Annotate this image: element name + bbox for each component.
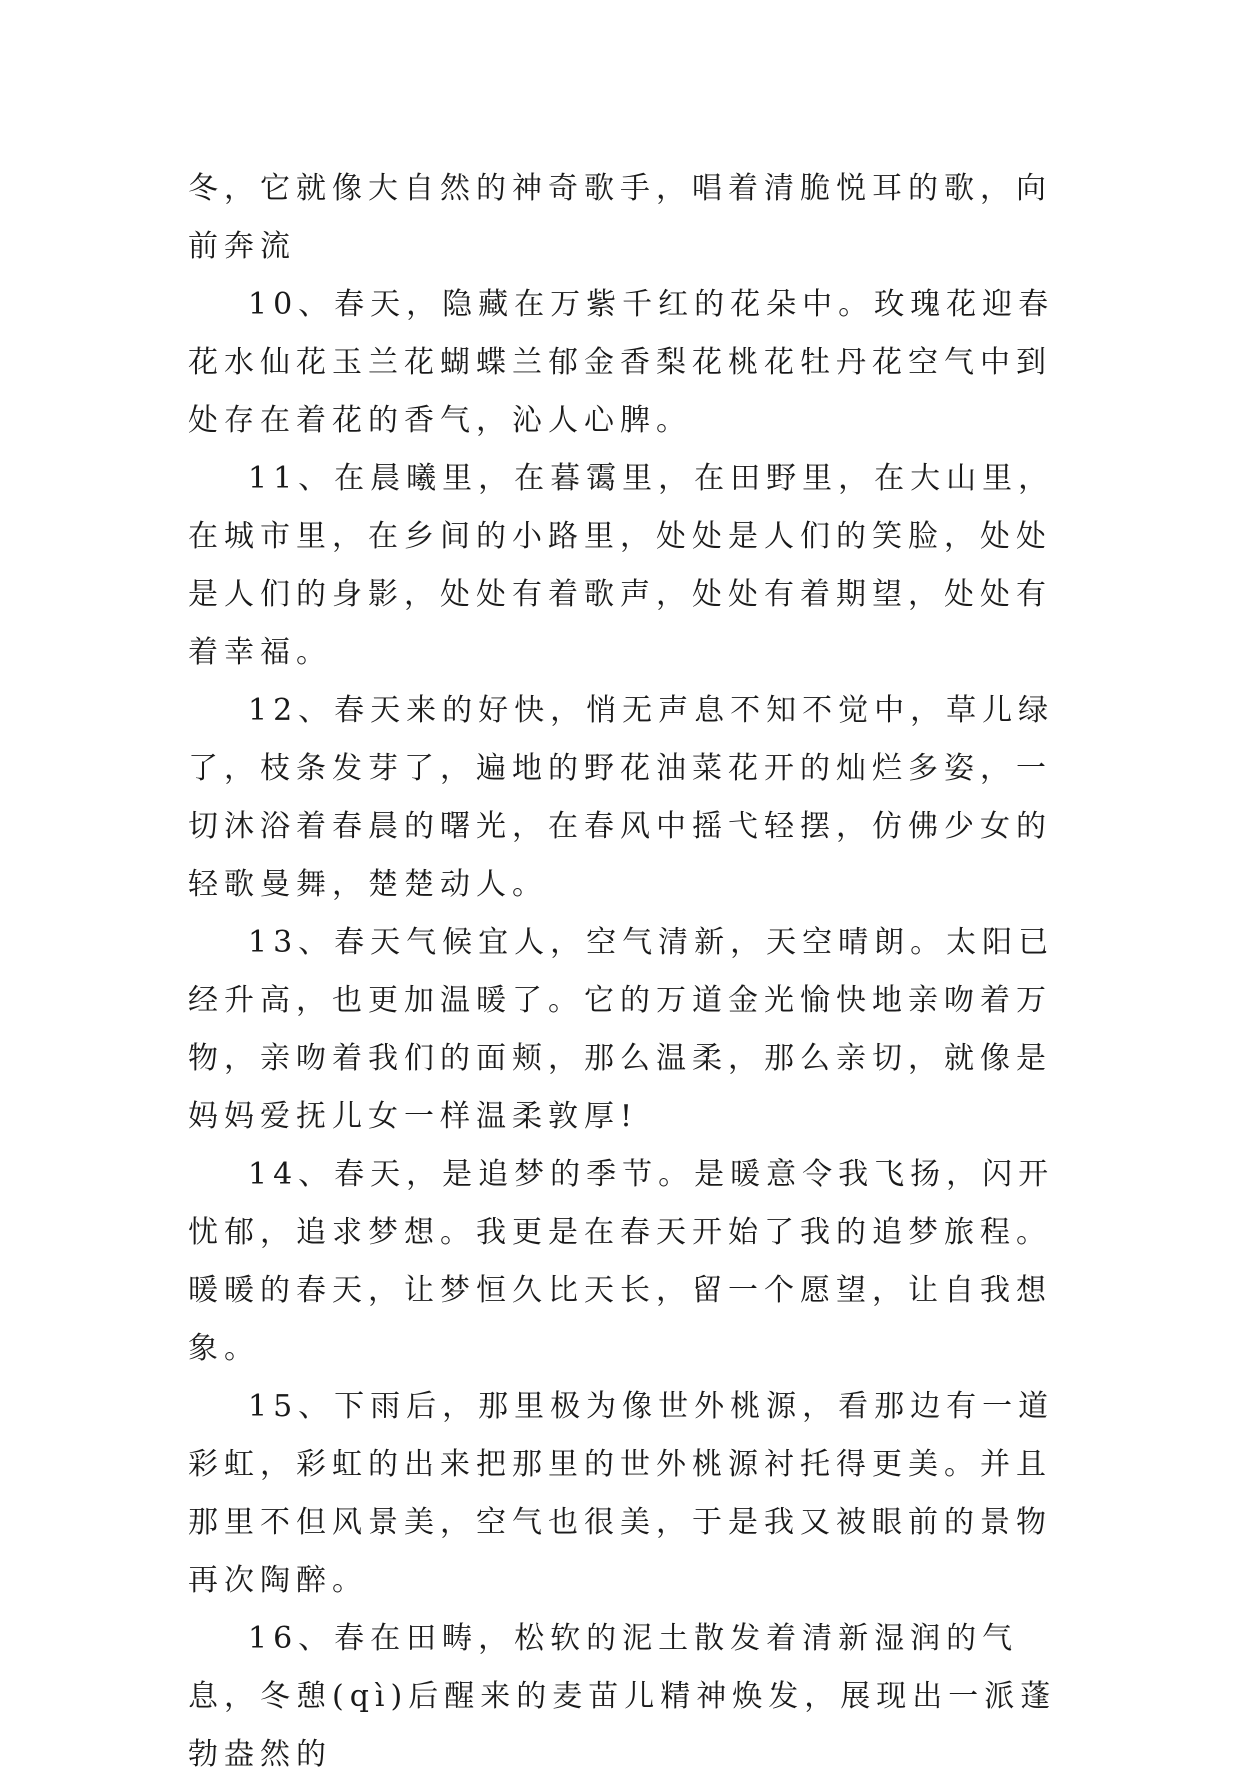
paragraph-continuation: 冬，它就像大自然的神奇歌手，唱着清脆悦耳的歌，向前奔流 bbox=[188, 171, 1052, 264]
paragraph-14: 14、春天，是追梦的季节。是暖意令我飞扬，闪开忧郁，追求梦想。我更是在春天开始了我的追梦旅程。暖暖的春天，让梦恒久比天长，留一个愿望，让自我想象。 bbox=[188, 1157, 1055, 1366]
paragraph-12: 12、春天来的好快，悄无声息不知不觉中，草儿绿了，枝条发芽了，遍地的野花油菜花开的灿烂多姿，一切沐浴着春晨的曙光，在春风中摇弋轻摆，仿佛少女的轻歌曼舞，楚楚动人。 bbox=[188, 693, 1055, 902]
paragraph-10: 10、春天，隐藏在万紫千红的花朵中。玫瑰花迎春花水仙花玉兰花蝴蝶兰郁金香梨花桃花牡丹花空气中到处存在着花的香气，沁人心脾。 bbox=[188, 287, 1055, 438]
paragraph-11: 11、在晨曦里，在暮霭里，在田野里，在大山里，在城市里，在乡间的小路里，处处是人们的笑脸，处处是人们的身影，处处有着歌声，处处有着期望，处处有着幸福。 bbox=[188, 461, 1055, 670]
paragraph-15: 15、下雨后，那里极为像世外桃源，看那边有一道彩虹，彩虹的出来把那里的世外桃源衬托得更美。并且那里不但风景美，空气也很美，于是我又被眼前的景物再次陶醉。 bbox=[188, 1389, 1055, 1598]
document-body bbox=[188, 160, 1068, 1784]
paragraph-16: 16、春在田畴，松软的泥土散发着清新湿润的气息，冬憩(qì)后醒来的麦苗儿精神焕发，展现出一派蓬勃盎然的 bbox=[188, 1621, 1057, 1772]
paragraph-13: 13、春天气候宜人，空气清新，天空晴朗。太阳已经升高，也更加温暖了。它的万道金光愉快地亲吻着万物，亲吻着我们的面颊，那么温柔，那么亲切，就像是妈妈爱抚儿女一样温柔敦厚! bbox=[188, 925, 1055, 1134]
